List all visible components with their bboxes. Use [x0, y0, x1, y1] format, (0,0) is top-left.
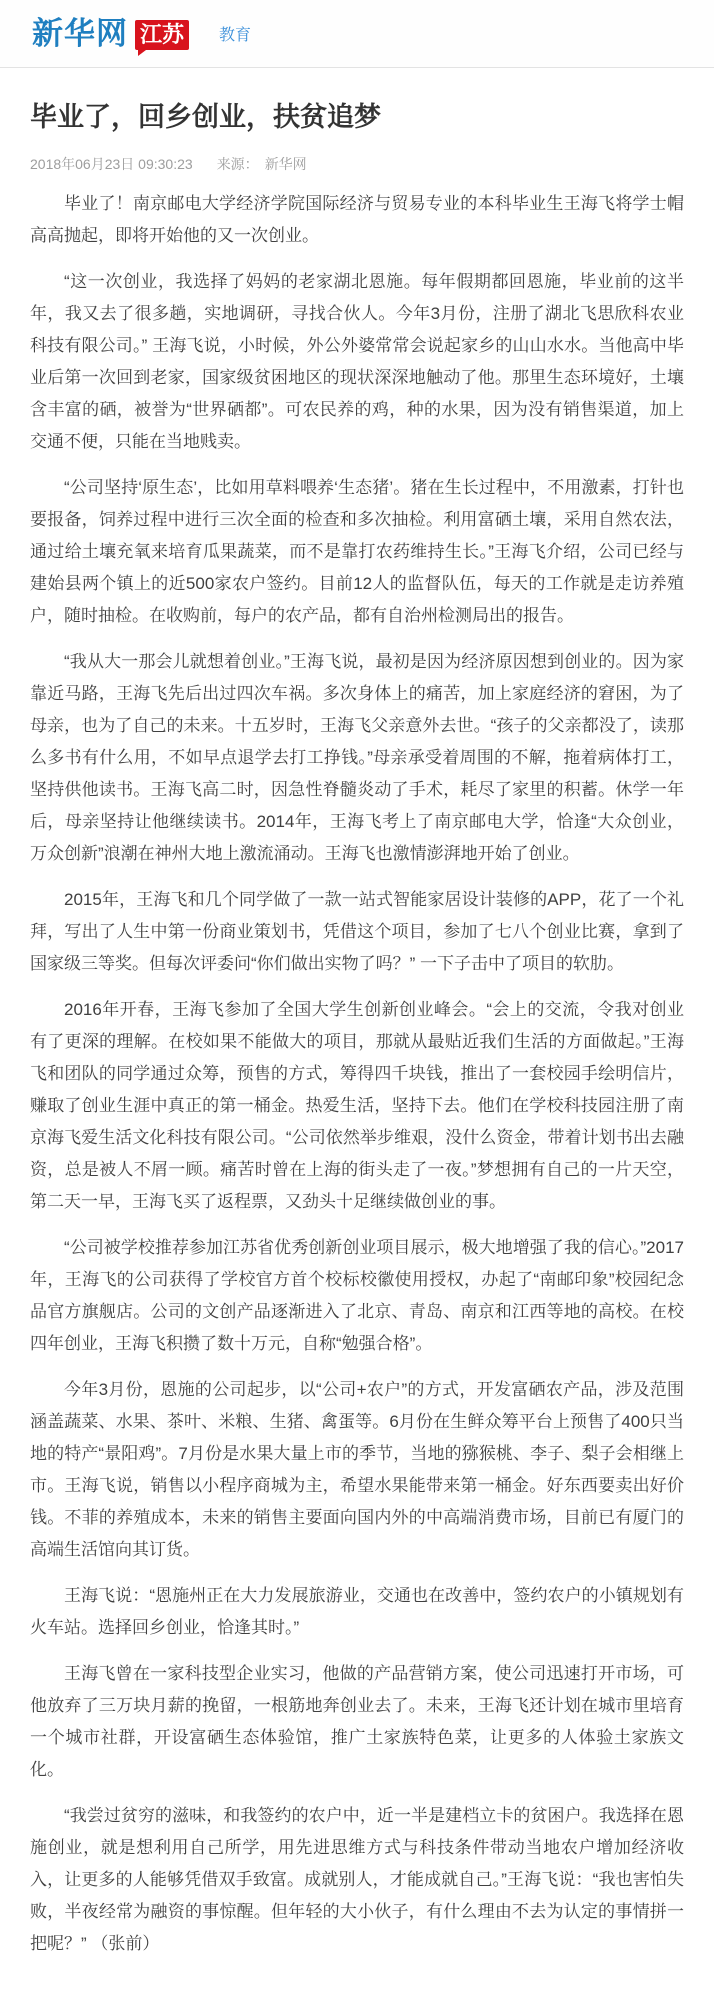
article-paragraph: 今年3月份，恩施的公司起步，以“公司+农户”的方式，开发富硒农产品，涉及范围涵盖蔬菜、水果、茶叶、米粮、生猪、禽蛋等。6月份在生鲜众筹平台上预售了400只当地的特产“景阳鸡”。7月份是水果大量上市的季节，当地的猕猴桃、李子、梨子会相继上市。王海飞说，销售以小程序商城为主，希望水果能带来第一桶金。好东西要卖出好价钱。不菲的养殖成本，未来的销售主要面向国内外的中高端消费市场，目前已有厦门的高端生活馆向其订货。: [30, 1380, 684, 1559]
article-meta: [30, 154, 684, 174]
article-paragraph: “公司坚持‘原生态’，比如用草料喂养‘生态猪’。猪在生长过程中，不用激素，打针也要报备，饲养过程中进行三次全面的检查和多次抽检。利用富硒土壤，采用自然农法，通过给土壤充氧来培育瓜果蔬菜，而不是靠打农药维持生长。”王海飞介绍，公司已经与建始县两个镇上的近500家农户签约。目前12人的监督队伍，每天的工作就是走访养殖户，随时抽检。在收购前，每户的农产品，都有自治州检测局出的报告。: [30, 478, 684, 625]
article-paragraph: 王海飞曾在一家科技型企业实习，他做的产品营销方案，使公司迅速打开市场，可他放弃了三万块月薪的挽留，一根筋地奔创业去了。未来，王海飞还计划在城市里培育一个城市社群，开设富硒生态体验馆，推广土家族特色菜，让更多的人体验土家族文化。: [30, 1664, 684, 1779]
article-paragraph: “这一次创业，我选择了妈妈的老家湖北恩施。每年假期都回恩施，毕业前的这半年，我又去了很多趟，实地调研，寻找合伙人。今年3月份，注册了湖北飞思欣科农业科技有限公司。” 王海飞说，小时候，外公外婆常常会说起家乡的山山水水。当他高中毕业后第一次回到老家，国家级贫困地区的现状深深地触动了他。那里生态环境好，土壤含丰富的硒，被誉为“世界硒都”。可农民养的鸡，种的水果，因为没有销售渠道，加上交通不便，只能在当地贱卖。: [30, 272, 684, 451]
article-title: 毕业了，回乡创业，扶贫追梦: [30, 102, 381, 132]
source-label: 来源：: [216, 156, 259, 172]
article-paragraph: 2016年开春，王海飞参加了全国大学生创新创业峰会。“会上的交流，令我对创业有了更深的理解。在校如果不能做大的项目，那就从最贴近我们生活的方面做起。”王海飞和团队的同学通过众筹，预售的方式，筹得四千块钱，推出了一套校园手绘明信片，赚取了创业生涯中真正的第一桶金。热爱生活，坚持下去。他们在学校科技园注册了南京海飞爱生活文化科技有限公司。“公司依然举步维艰，没什么资金，带着计划书出去融资，总是被人不屑一顾。痛苦时曾在上海的街头走了一夜。”梦想拥有自己的一片天空，第二天一早，王海飞买了返程票，又劲头十足继续做创业的事。: [30, 1000, 684, 1211]
article-paragraph: 2015年，王海飞和几个同学做了一款一站式智能家居设计装修的APP，花了一个礼拜，写出了人生中第一份商业策划书，凭借这个项目，参加了七八个创业比赛，拿到了国家级三等奖。但每次评委问“你们做出实物了吗？” 一下子击中了项目的软肋。: [30, 890, 684, 973]
header-nav: [189, 22, 251, 45]
article-paragraph: “我尝过贫穷的滋味，和我签约的农户中，近一半是建档立卡的贫困户。我选择在恩施创业，就是想利用自己所学，用先进思维方式与科技条件带动当地农户增加经济收入，让更多的人能够凭借双手致富。成就别人，才能成就自己。”王海飞说：“我也害怕失败，半夜经常为融资的事惊醒。但年轻的大小伙子，有什么理由不去为认定的事情拼一把呢？” （张前）: [30, 1806, 684, 1953]
jiangsu-region-badge: 江苏: [135, 20, 189, 50]
article-body: [30, 188, 684, 1960]
xinhuanet-logo-text: 新华网: [32, 15, 128, 51]
nav-channel-education[interactable]: 教育: [219, 27, 252, 44]
article: [0, 101, 714, 2000]
site-logo[interactable]: [32, 15, 189, 51]
site-header: [0, 0, 714, 68]
source-name: 新华网: [264, 156, 307, 172]
article-paragraph: 毕业了！南京邮电大学经济学院国际经济与贸易专业的本科毕业生王海飞将学士帽高高抛起，即将开始他的又一次创业。: [30, 194, 684, 245]
article-paragraph: “公司被学校推荐参加江苏省优秀创新创业项目展示，极大地增强了我的信心。”2017年，王海飞的公司获得了学校官方首个校标校徽使用授权，办起了“南邮印象”校园纪念品官方旗舰店。公司的文创产品逐渐进入了北京、青岛、南京和江西等地的高校。在校四年创业，王海飞积攒了数十万元，自称“勉强合格”。: [30, 1238, 684, 1353]
article-paragraph: 王海飞说：“恩施州正在大力发展旅游业，交通也在改善中，签约农户的小镇规划有火车站。选择回乡创业，恰逢其时。”: [30, 1586, 684, 1637]
article-paragraph: “我从大一那会儿就想着创业。”王海飞说，最初是因为经济原因想到创业的。因为家靠近马路，王海飞先后出过四次车祸。多次身体上的痛苦，加上家庭经济的窘困，为了母亲，也为了自己的未来。十五岁时，王海飞父亲意外去世。“孩子的父亲都没了，读那么多书有什么用，不如早点退学去打工挣钱。”母亲承受着周围的不解，拖着病体打工，坚持供他读书。王海飞高二时，因急性脊髓炎动了手术，耗尽了家里的积蓄。休学一年后，母亲坚持让他继续读书。2014年，王海飞考上了南京邮电大学，恰逢“大众创业，万众创新”浪潮在神州大地上激流涌动。王海飞也激情澎湃地开始了创业。: [30, 652, 684, 863]
publish-date: 2018年06月23日 09:30:23: [30, 156, 193, 172]
